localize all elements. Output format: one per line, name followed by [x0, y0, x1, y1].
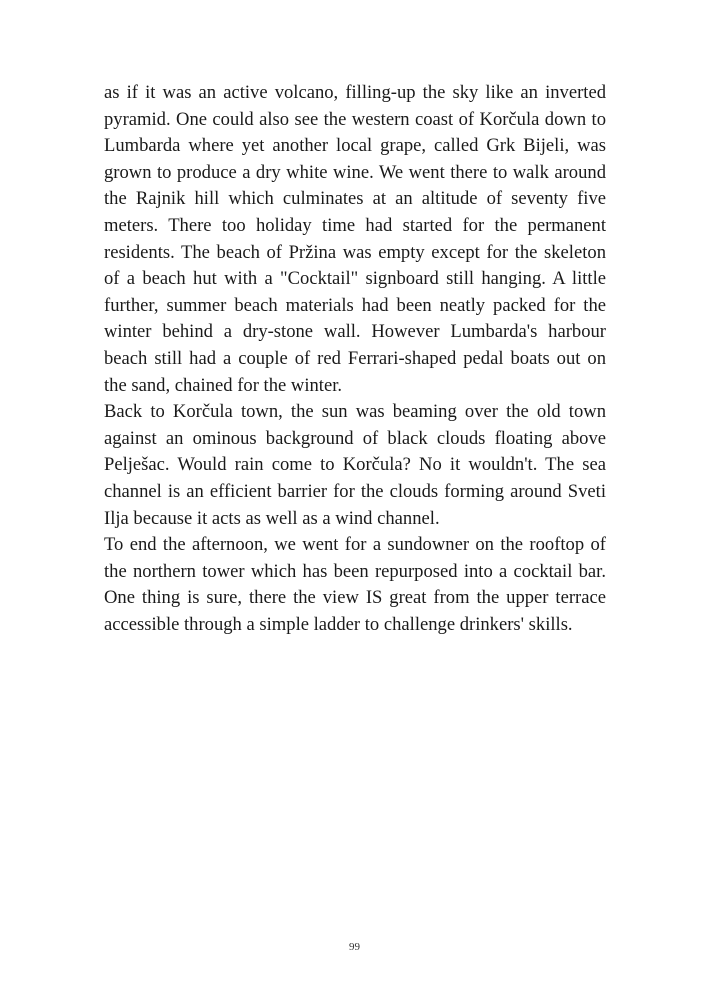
page-number: 99: [349, 941, 360, 953]
paragraph-2: Back to Korčula town, the sun was beaming over the old town against an ominous background of black clouds floating above Pelješac. Would rain come to Korčula? No it wouldn't. The sea channel is an efficient barrier for the clouds forming around Sveti Ilja because it acts as well as a wind channel.: [104, 401, 606, 529]
body-text: [104, 80, 606, 638]
paragraph-1: as if it was an active volcano, filling-up the sky like an inverted pyramid. One could also see the western coast of Korčula down to Lumbarda where yet another local grape, called Grk Bijeli, was grown to produce a dry white wine. We went there to walk around the Rajnik hill which culminates at an altitude of seventy five meters. There too holiday time had started for the permanent residents. The beach of Pržina was empty except for the skeleton of a beach hut with a "Cocktail" signboard still hanging. A little further, summer beach materials had been neatly packed for the winter behind a dry-stone wall. However Lumbarda's harbour beach still had a couple of red Ferrari-shaped pedal boats out on the sand, chained for the winter.: [104, 82, 606, 396]
paragraph-3: To end the afternoon, we went for a sundowner on the rooftop of the northern tower which has been repurposed into a cocktail bar. One thing is sure, there the view IS great from the upper terrace accessible through a simple ladder to challenge drinkers' skills.: [104, 534, 606, 635]
